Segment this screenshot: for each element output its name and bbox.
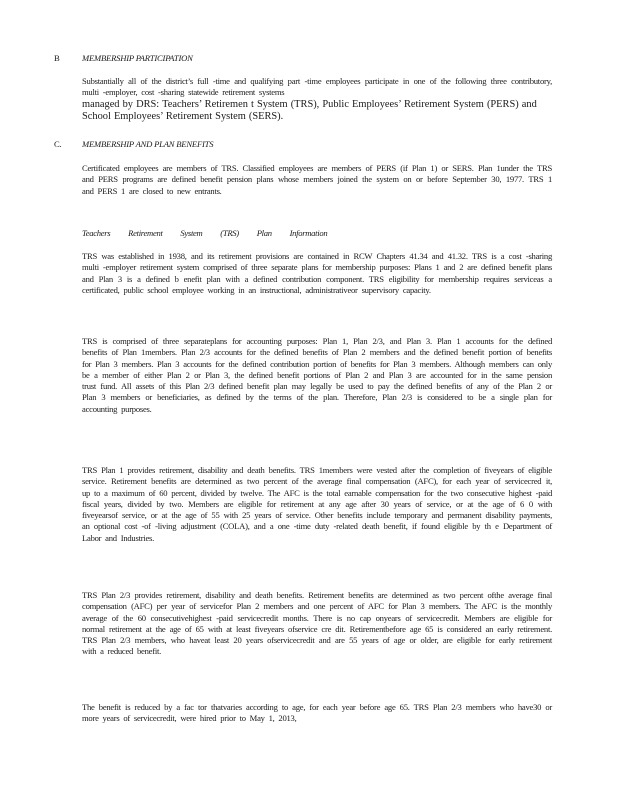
trs-para4-text: TRS Plan 2/3 provides retirement, disability and death benefits. Retirement benefits are determined as two percent ofthe average final compensation (AFC) per year of servicefor Plan 2 members and one percent of AFC for Plan 3 members. The AFC is the monthly average of the 60 consecutivehighest -paid servicecredit months. There is no cap onyears of servicecredit. Members are eligible for normal retirement at the age of 65 with at least fiveyears ofservice cre dit. Retirementbefore age 65 is considered an early retirement. TRS Plan 2/3 members, who haveat least 20 years ofservicecredit and are 55 years of age or older, are eligible for early retirement with a reduced benefit. — [82, 590, 552, 657]
trs-para3-text: TRS Plan 1 provides retirement, disability and death benefits. TRS 1members were vested after the completion of fiveyears of eligible service. Retirement benefits are determined as two percent of the average final compensation (AFC), for each year of servicecred it, up to a maximum of 60 percent, divided by twelve. The AFC is the total earnable compensation for the two consecutive highest -paid fiscal years, divided by two. Members are eligible for retirement at any age after 30 years of service, or at the age of 6 0 with fiveyearsof service, or at the age of 55 with 25 years of service. Other benefits include temporary and permanent disability payments, an optional cost -of -living adjustment (COLA), and a one -time duty -related death benefit, if found eligible by th e Department of Labor and Industries. — [82, 465, 552, 543]
section-b-title: MEMBERSHIP PARTICIPATION — [82, 53, 193, 63]
section-b-body — [82, 76, 552, 124]
section-b-letter: B — [54, 53, 60, 63]
trs-subheading: Teachers Retirement System (TRS) Plan Information — [82, 228, 328, 238]
trs-para4 — [82, 590, 552, 658]
trs-para2 — [82, 336, 552, 415]
trs-para1-text: TRS was established in 1938, and its retirement provisions are contained in RCW Chapters 41.34 and 41.32. TRS is a cost -sharing multi -employer retirement system comprised of three separate plans for membership purposes: Plans 1 and 2 are defined benefit plans and Plan 3 is a defined b enefit plan with a defined contribution component. TRS eligibility for membership requires serviceas a certificated, public school employee working in an instructional, administrativeor supervisory capacity. — [82, 251, 552, 295]
section-c-title: MEMBERSHIP AND PLAN BENEFITS — [82, 139, 214, 149]
trs-para1 — [82, 251, 552, 296]
section-b-systems: managed by DRS: Teachers’ Retiremen t System (TRS), Public Employees’ Retirement System (PERS) and School Employees’ Retirement System (SERS). — [82, 98, 537, 123]
section-c-heading — [54, 139, 213, 150]
section-c-letter: C. — [54, 139, 62, 149]
section-c-paragraph — [82, 163, 552, 197]
trs-para5 — [82, 702, 552, 725]
trs-para5-text: The benefit is reduced by a fac tor thatvaries according to age, for each year before age 65. TRS Plan 2/3 members who have30 or more years of servicecredit, were hired prior to May 1, 2013, — [82, 702, 552, 724]
section-b-intro: Substantially all of the district’s full -time and qualifying part -time employees participate in one of the following three contributory, multi -employer, cost -sharing statewide retirement systems — [82, 76, 552, 98]
trs-para3 — [82, 465, 552, 544]
section-c-para1: Certificated employees are members of TRS. Classified employees are members of PERS (if Plan 1) or SERS. Plan 1under the TRS and PERS programs are defined benefit pension plans whose members joined the system on or before September 30, 1977. TRS 1 and PERS 1 are closed to new entrants. — [82, 163, 552, 196]
section-b-heading — [54, 53, 193, 64]
trs-para2-text: TRS is comprised of three separateplans for accounting purposes: Plan 1, Plan 2/3, and Plan 3. Plan 1 accounts for the defined benefits of Plan 1members. Plan 2/3 accounts for the defined benefits of Plan 2 members and the defined benefit portion of benefits for Plan 3 members. Plan 3 accounts for the defined contribution portion of benefits for Plan 3 members. Although members can only be a member of either Plan 2 or Plan 3, the defined benefit portions of Plan 2 and Plan 3 are accounted for in the same pension trust fund. All assets of this Plan 2/3 defined benefit plan may legally be used to pay the defined benefits of any of the Plan 2 or Plan 3 members or beneficiaries, as defined by the terms of the plan. Therefore, Plan 2/3 is considered to be a single plan for accounting purposes. — [82, 336, 552, 414]
